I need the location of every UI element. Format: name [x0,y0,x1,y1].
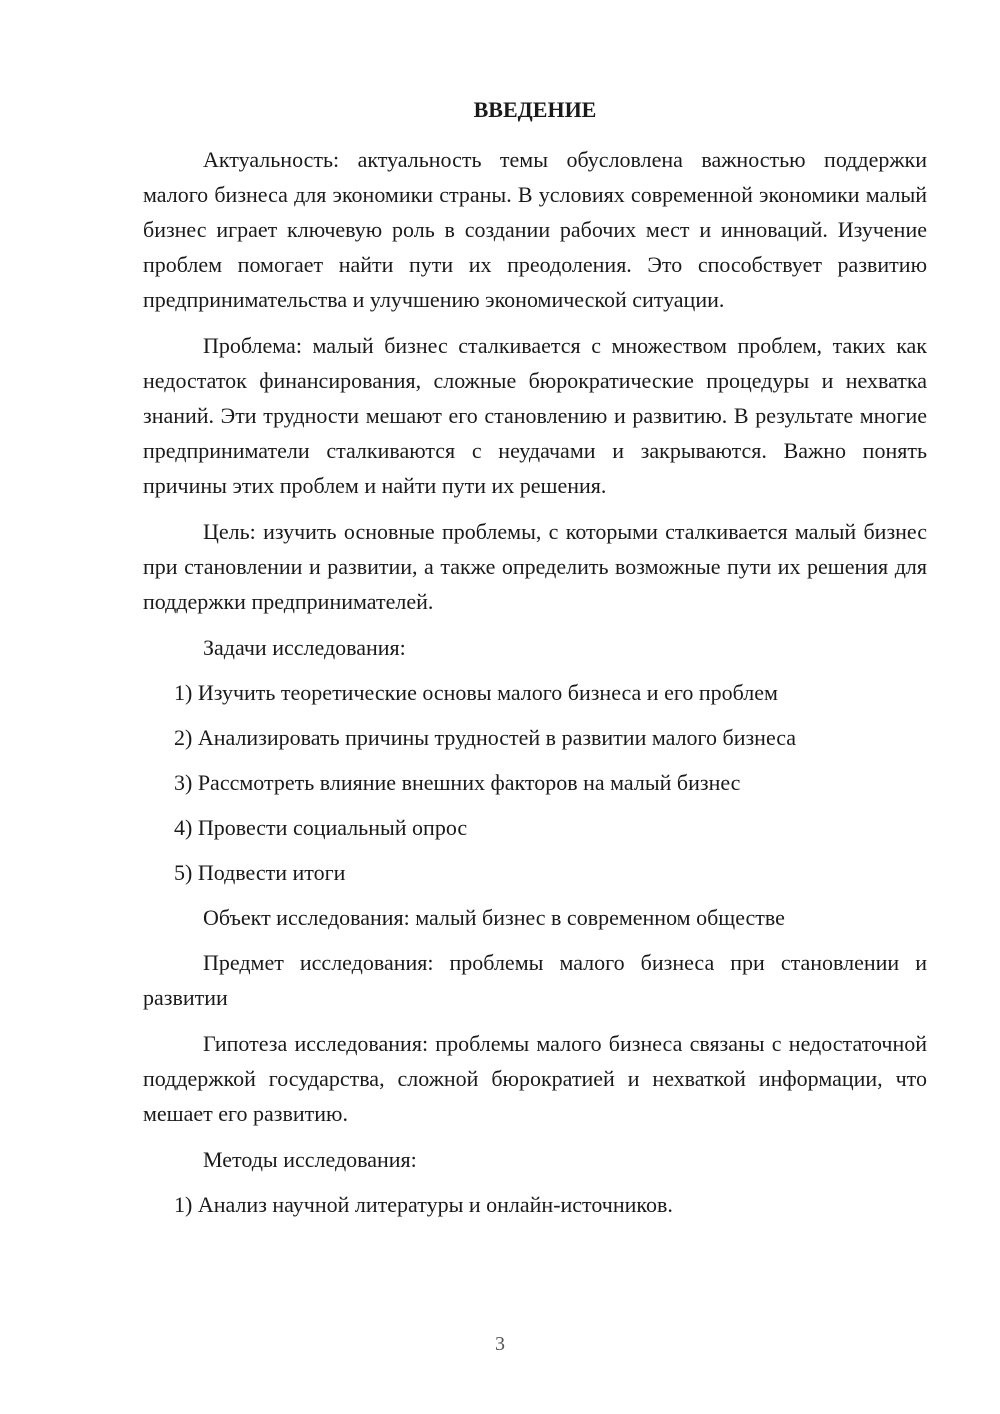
object-line: Объект исследования: малый бизнес в современном обществе [203,905,785,930]
section-title: ВВЕДЕНИЕ [473,97,597,122]
task-item: 4) Провести социальный опрос [174,815,468,840]
document-page [143,92,927,1232]
goal-paragraph: Цель: изучить основные проблемы, с которыми сталкивается малый бизнес при становлении и развитии, а также определить возможные пути их решения для поддержки предпринимателей. [143,519,927,614]
subject-paragraph: Предмет исследования: проблемы малого бизнеса при становлении и развитии [143,950,927,1010]
methods-label: Методы исследования: [203,1147,417,1172]
task-item: 2) Анализировать причины трудностей в развитии малого бизнеса [174,725,797,750]
task-item: 3) Рассмотреть влияние внешних факторов на малый бизнес [174,770,741,795]
hypothesis-paragraph: Гипотеза исследования: проблемы малого бизнеса связаны с недостаточной поддержкой государства, сложной бюрократией и нехваткой информации, что мешает его развитию. [143,1031,927,1126]
task-item: 1) Изучить теоретические основы малого бизнеса и его проблем [174,680,778,705]
page-number: 3 [495,1333,505,1355]
method-item: 1) Анализ научной литературы и онлайн-источников. [174,1192,673,1217]
task-item: 5) Подвести итоги [174,860,346,885]
problem-paragraph: Проблема: малый бизнес сталкивается с множеством проблем, таких как недостаток финансирования, сложные бюрократические процедуры и нехватка знаний. Эти трудности мешают его становлению и развитию. В результате многие предприниматели сталкиваются с неудачами и закрываются. Важно понять причины этих проблем и найти пути их решения. [143,333,927,498]
tasks-label: Задачи исследования: [203,635,406,660]
relevance-paragraph: Актуальность: актуальность темы обусловлена важностью поддержки малого бизнеса для экономики страны. В условиях современной экономики малый бизнес играет ключевую роль в создании рабочих мест и инноваций. Изучение проблем помогает найти пути их преодоления. Это способствует развитию предпринимательства и улучшению экономической ситуации. [143,147,927,312]
